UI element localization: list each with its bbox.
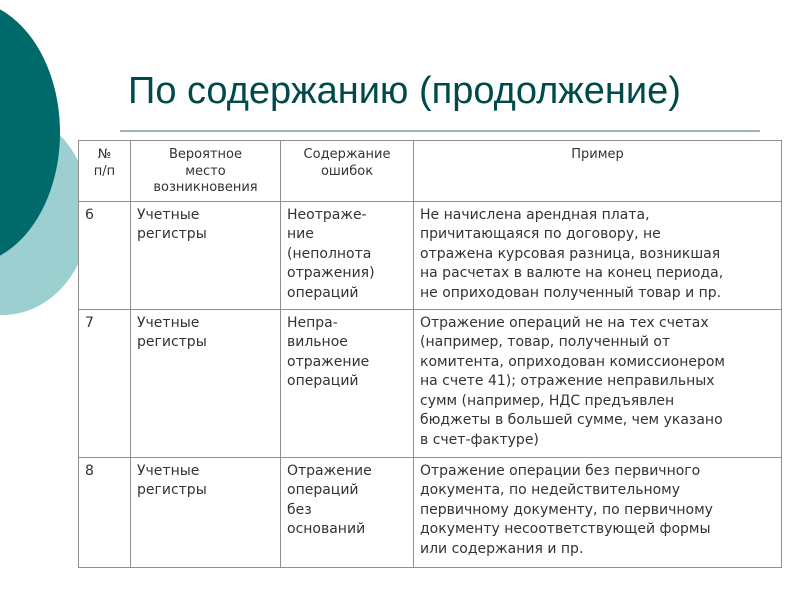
cell-example: Отражение операций не на тех счетах (например, товар, полученный от комитента, оприходован комиссионером на счете 41); отражение неправильных сумм (например, НДС предъявлен бюджеты в большей сумме, чем указано в счет-фактуре): [414, 309, 782, 457]
cell-example: Отражение операции без первичного документа, по недействительному первичному документу, по первичному документу несоответствующей формы или содержания и пр.: [414, 457, 782, 567]
cell-content: Непра- вильное отражение операций: [281, 309, 414, 457]
table-row: [79, 457, 782, 567]
errors-table-container: [78, 140, 782, 568]
cell-number: 6: [79, 201, 131, 309]
header-content: Содержание ошибок: [281, 141, 414, 202]
cell-content: Неотраже- ние (неполнота отражения) операций: [281, 201, 414, 309]
cell-place: Учетные регистры: [131, 309, 281, 457]
cell-place: Учетные регистры: [131, 457, 281, 567]
header-place: Вероятное место возникновения: [131, 141, 281, 202]
title-divider: [120, 130, 760, 132]
cell-place: Учетные регистры: [131, 201, 281, 309]
cell-number: 8: [79, 457, 131, 567]
header-number: № п/п: [79, 141, 131, 202]
header-example: Пример: [414, 141, 782, 202]
errors-table: [78, 140, 782, 568]
table-row: [79, 201, 782, 309]
cell-example: Не начислена арендная плата, причитающаяся по договору, не отражена курсовая разница, возникшая на расчетах в валюте на конец периода, не оприходован полученный товар и пр.: [414, 201, 782, 309]
slide-title: По содержанию (продолжение): [128, 70, 681, 112]
table-header-row: [79, 141, 782, 202]
cell-content: Отражение операций без оснований: [281, 457, 414, 567]
table-row: [79, 309, 782, 457]
cell-number: 7: [79, 309, 131, 457]
